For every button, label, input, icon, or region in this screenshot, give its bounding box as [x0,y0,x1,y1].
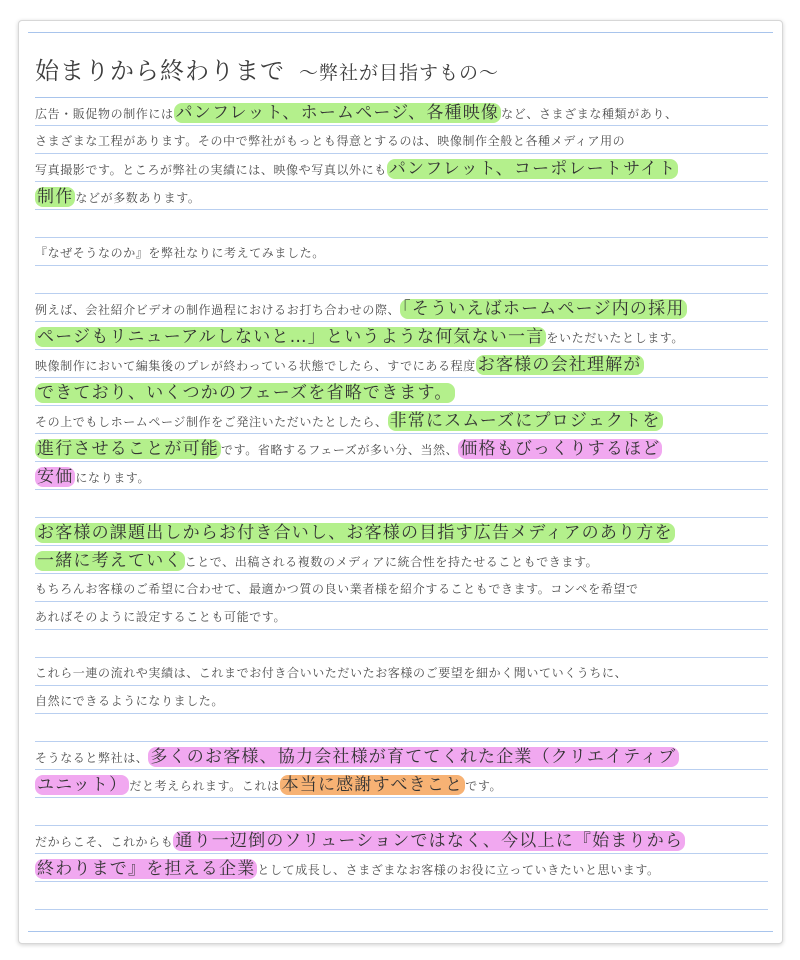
blank-line [35,210,768,238]
blank-line [35,266,768,294]
paragraph-4 [35,518,768,630]
text-line [35,574,768,602]
text-line [35,406,768,434]
text-span: です。 [465,779,503,793]
page-content [35,45,768,910]
title-main: 始まりから終わりまで [35,57,285,85]
highlight-pink: 安価 [37,467,74,487]
text-line [35,602,768,630]
text-line [35,126,768,154]
text-span: です。省略するフェーズが多い分、当然、 [221,443,459,457]
text-line [35,770,768,798]
blank-line [35,882,768,910]
blank-line [35,630,768,658]
highlight-pink: 多くのお客様、協力会社様が育ててくれた企業（クリエイティブ [150,747,677,767]
text-span: 自然にできるようになりました。 [35,694,225,708]
highlight-green: できており、いくつかのフェーズを省略できます。 [37,383,453,403]
text-line [35,546,768,574]
page-title [35,45,768,98]
text-line [35,294,768,322]
text-span: ことで、出稿される複数のメディアに統合性を持たせることもできます。 [184,555,599,569]
text-span: だからこそ、これからも [35,835,174,849]
notebook-page [18,20,783,944]
highlight-green: 一緒に考えていく [37,551,183,571]
paragraph-6 [35,742,768,798]
highlight-pink: 終わりまで』を担える企業 [37,859,256,879]
title-subtitle: ～弊社が目指すもの～ [299,62,500,84]
highlight-green: 「そういえばホームページ内の採用 [402,299,685,319]
highlight-green: お客様の会社理解が [477,355,642,375]
text-line [35,434,768,462]
paragraph-7 [35,826,768,882]
highlight-green: 進行させることが可能 [37,439,219,459]
text-span: さまざまな工程があります。その中で弊社がもっとも得意とするのは、映像制作全般と各種メディア用の [35,134,626,148]
text-line [35,322,768,350]
text-span: 広告・販促物の制作には [35,107,174,121]
text-span: 例えば、会社紹介ビデオの制作過程におけるお打ち合わせの際、 [35,303,401,317]
text-line [35,238,768,266]
text-line [35,658,768,686]
text-span: その上でもしホームページ制作をご発注いただいたとしたら、 [35,415,388,429]
highlight-green: パンフレット、ホームページ、各種映像 [175,103,500,123]
text-line [35,826,768,854]
blank-line [35,714,768,742]
text-span: もちろんお客様のご希望に合わせて、最適かつ質の良い業者様を紹介することもできます。コンペを希望で [35,582,639,596]
text-span: 『なぜそうなのか』を弊社なりに考えてみました。 [35,246,325,260]
paragraph-5 [35,658,768,714]
text-line [35,686,768,714]
text-line [35,350,768,378]
highlight-green: 非常にスムーズにプロジェクトを [389,411,661,431]
highlight-pink: 価格もびっくりするほど [460,439,661,459]
text-span: など、さまざまな種類があり、 [501,107,678,121]
text-line [35,98,768,126]
text-line [35,378,768,406]
paragraph-2 [35,238,768,266]
text-span: などが多数あります。 [75,191,201,205]
text-span: 写真撮影です。ところが弊社の実績には、映像や写真以外にも [35,163,387,177]
text-line [35,154,768,182]
text-line [35,518,768,546]
text-span: をいただいたとします。 [546,331,685,345]
text-span: 映像制作において編集後のプレが終わっている状態でしたら、すでにある程度 [35,359,476,373]
text-line [35,462,768,490]
highlight-pink: ユニット） [37,775,128,795]
text-span: だと考えられます。これは [129,779,280,793]
text-span: あればそのように設定することも可能です。 [35,610,287,624]
text-span: これら一連の流れや実績は、これまでお付き合いいただいたお客様のご要望を細かく聞いていくうちに、 [35,666,628,680]
top-rule [28,32,773,33]
highlight-green: お客様の課題出しからお付き合いし、お客様の目指す広告メディアのあり方を [37,523,673,543]
blank-line [35,798,768,826]
highlight-orange: 本当に感謝すべきこと [281,775,464,795]
text-span: そうなると弊社は、 [35,751,149,765]
text-line [35,854,768,882]
text-line [35,742,768,770]
highlight-green: 制作 [37,187,74,207]
highlight-pink: 通り一辺倒のソリューションではなく、今以上に『始まりから [175,831,684,851]
bottom-rule [28,931,773,932]
paragraph-1 [35,98,768,210]
highlight-green: パンフレット、コーポレートサイト [388,159,677,179]
highlight-green: ページもリニューアルしないと…」というような何気ない一言 [37,327,545,347]
blank-line [35,490,768,518]
paragraph-3 [35,294,768,490]
text-span: になります。 [75,471,151,485]
text-line [35,182,768,210]
text-span: として成長し、さまざまなお客様のお役に立っていきたいと思います。 [257,863,660,877]
